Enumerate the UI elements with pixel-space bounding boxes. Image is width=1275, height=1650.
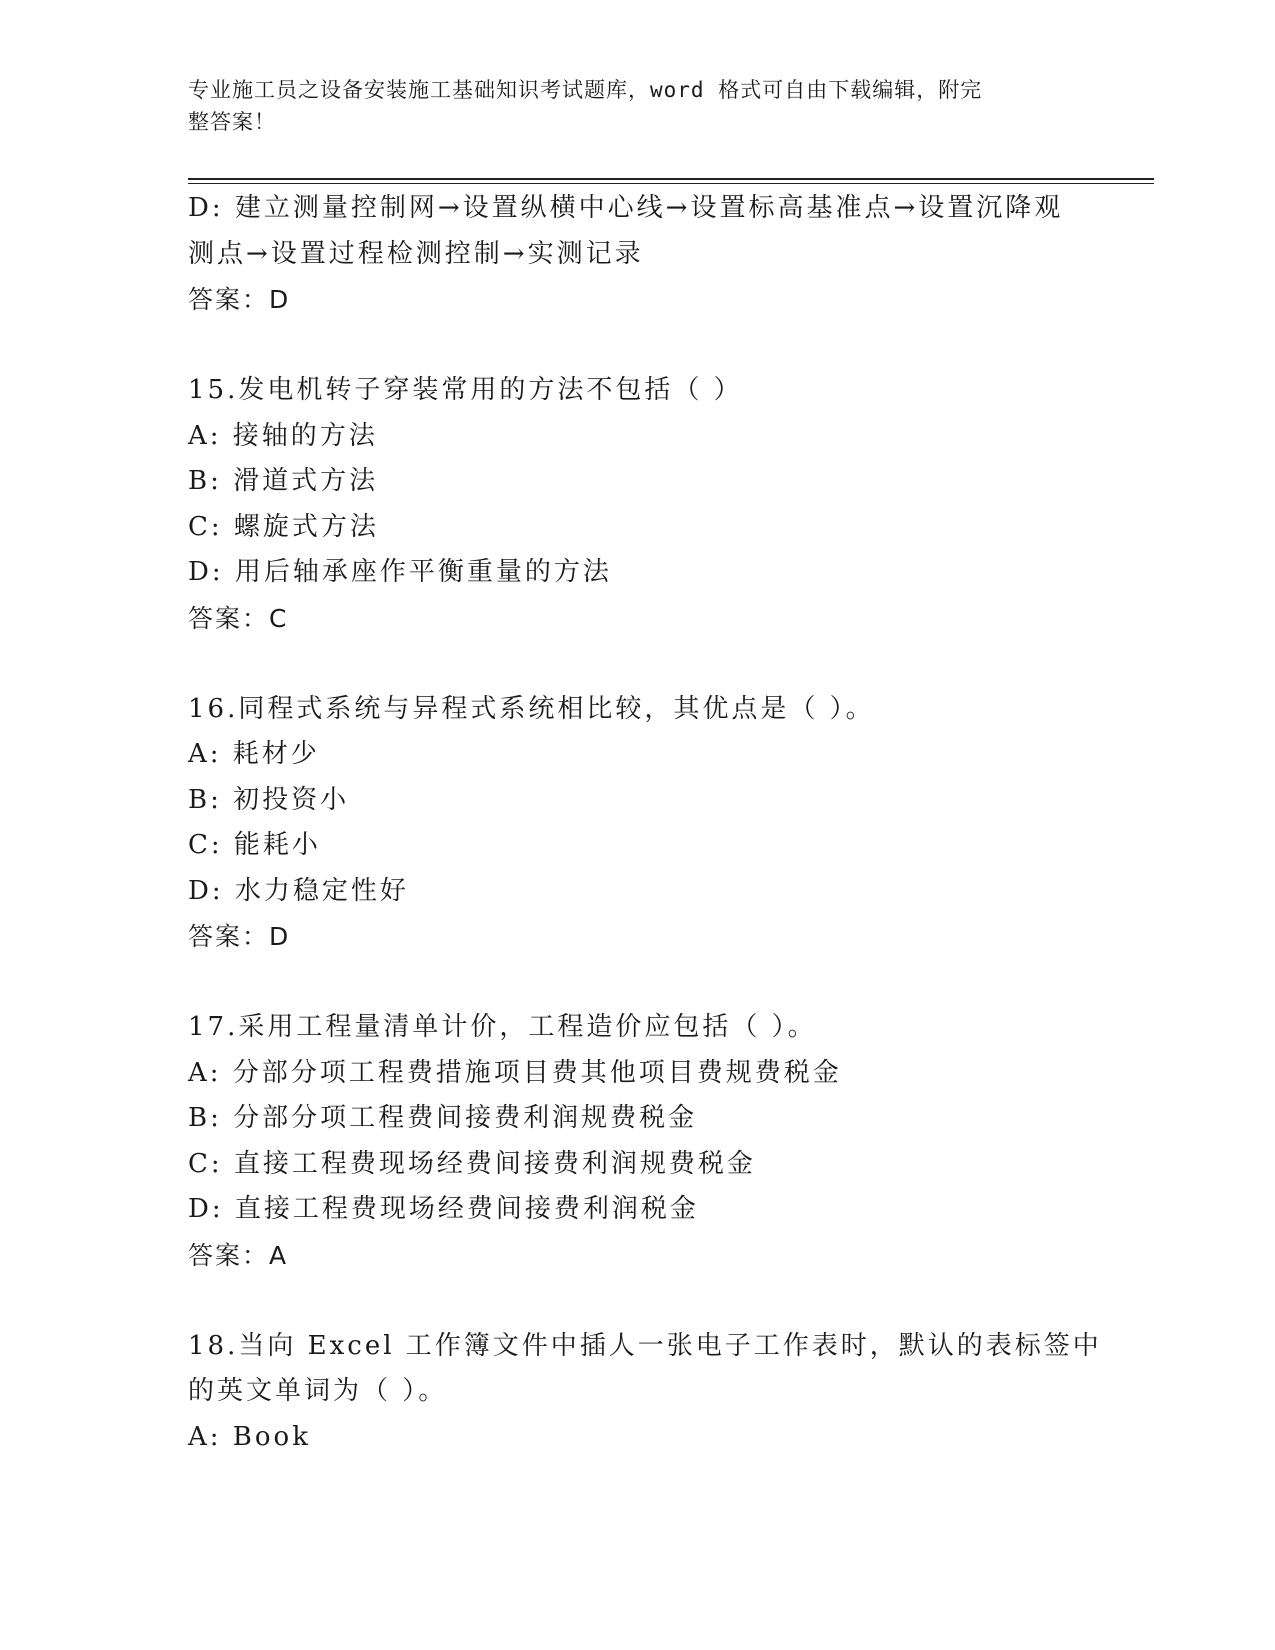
- header-rule-thin: [188, 183, 1154, 184]
- spacer: [188, 323, 1088, 369]
- header-line-1: 专业施工员之设备安装施工基础知识考试题库，word 格式可自由下载编辑，附完: [188, 78, 983, 102]
- question-17: [188, 1005, 1088, 1278]
- question-14-continuation: [188, 186, 1088, 323]
- header-rule-thick: [188, 178, 1154, 180]
- option-b: B: 分部分项工程费间接费利润规费税金: [188, 1103, 698, 1133]
- answer-line: 答案：D: [188, 285, 291, 314]
- option-b: B: 初投资小: [188, 784, 350, 815]
- option-d: D: 建立测量控制网→设置纵横中心线→设置标高基准点→设置沉降观: [188, 193, 1064, 223]
- question-16: [188, 687, 1088, 960]
- option-d-continued: 测点→设置过程检测控制→实测记录: [188, 238, 644, 269]
- answer-line: 答案：C: [188, 603, 289, 633]
- answer-line: 答案：A: [188, 1240, 289, 1270]
- question-stem: 17.采用工程量清单计价，工程造价应包括（ ）。: [188, 1012, 817, 1042]
- option-a: A: 接轴的方法: [188, 420, 378, 451]
- answer-line: 答案：D: [188, 922, 291, 951]
- option-a: A: 分部分项工程费措施项目费其他项目费规费税金: [188, 1057, 842, 1088]
- question-stem-continued: 的英文单词为（ ）。: [188, 1376, 448, 1406]
- spacer: [188, 641, 1088, 687]
- spacer: [188, 1278, 1088, 1324]
- option-c: C: 直接工程费现场经费间接费利润规费税金: [188, 1148, 756, 1179]
- question-stem: 16.同程式系统与异程式系统相比较，其优点是（ ）。: [188, 693, 875, 724]
- question-15: [188, 368, 1088, 641]
- option-b: B: 滑道式方法: [188, 466, 379, 496]
- question-stem: 15.发电机转子穿装常用的方法不包括（ ）: [188, 375, 743, 405]
- document-body: [188, 186, 1102, 1460]
- question-stem: 18.当向 Excel 工作簿文件中插人一张电子工作表时，默认的表标签中: [188, 1330, 1102, 1361]
- header-line-2: 整答案！: [188, 110, 276, 134]
- option-d: D: 直接工程费现场经费间接费利润税金: [188, 1194, 699, 1224]
- option-d: D: 水力稳定性好: [188, 875, 409, 906]
- option-c: C: 螺旋式方法: [188, 511, 379, 542]
- spacer: [188, 960, 1088, 1006]
- question-18: [188, 1324, 1102, 1461]
- option-a: A: Book: [188, 1421, 311, 1452]
- page-header: [188, 74, 1068, 138]
- option-c: C: 能耗小: [188, 830, 321, 860]
- option-a: A: 耗材少: [188, 739, 320, 769]
- option-d: D: 用后轴承座作平衡重量的方法: [188, 557, 612, 587]
